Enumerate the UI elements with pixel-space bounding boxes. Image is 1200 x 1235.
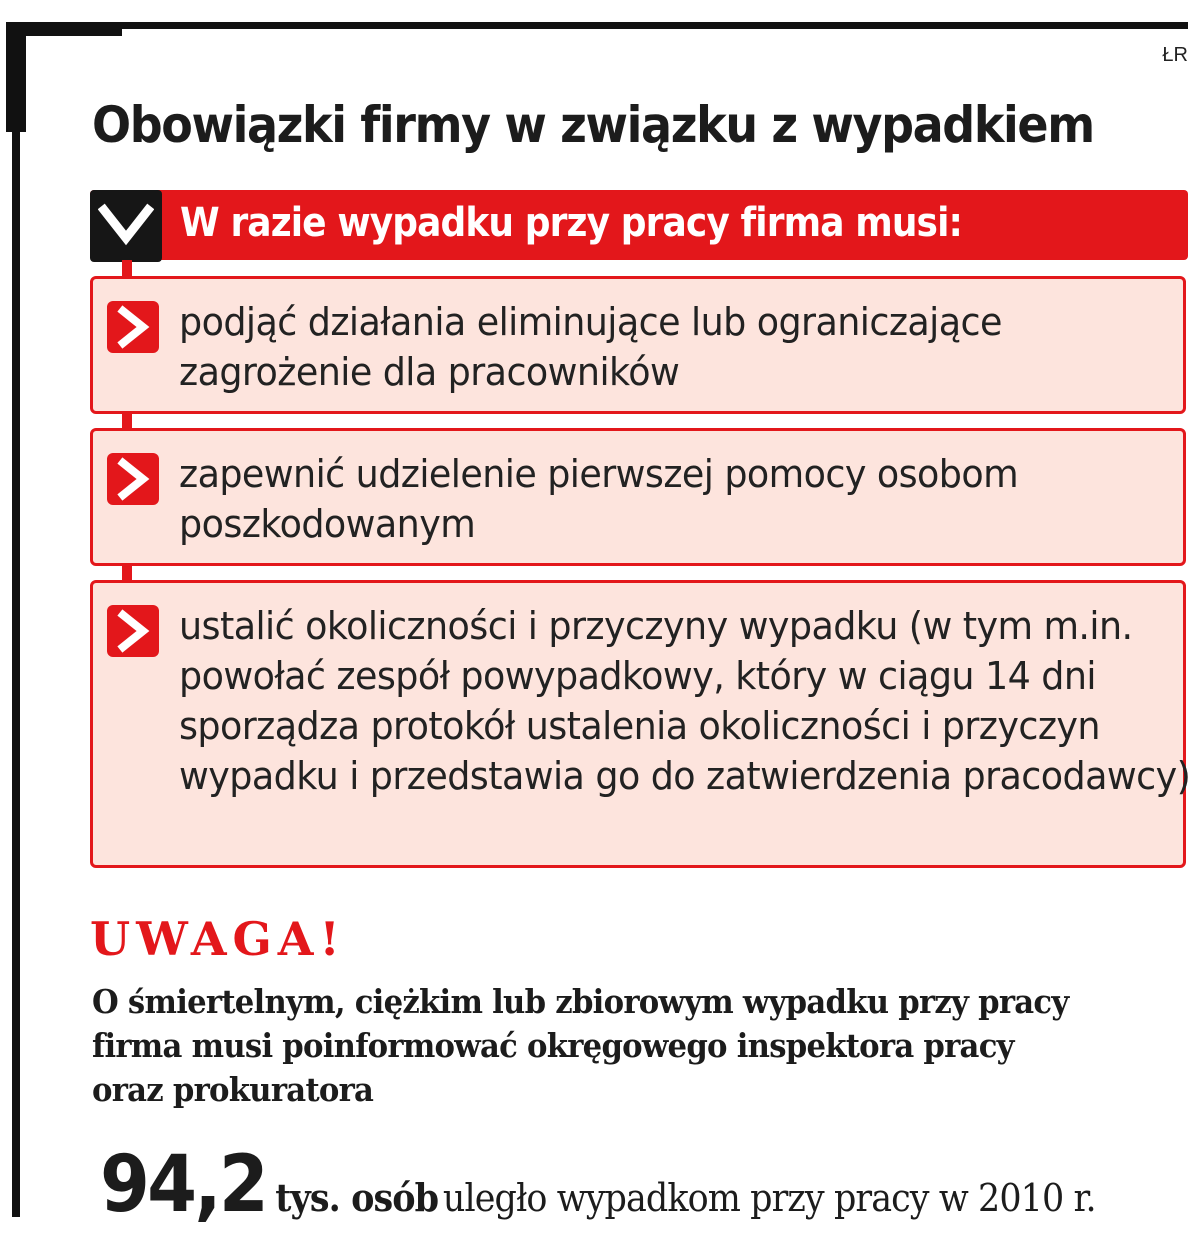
frame-top-rule: [12, 22, 1188, 29]
frame-left-rule: [12, 22, 20, 1217]
statistic: [100, 1140, 1182, 1230]
chevron-right-icon: [107, 301, 159, 353]
chevron-right-icon: [107, 605, 159, 657]
author-credit: ŁR: [1162, 44, 1188, 66]
frame-corner: [6, 22, 26, 132]
warning-label: UWAGA!: [90, 912, 346, 966]
list-item-text: podjąć działania eliminujące lub ograniczające zagrożenie dla pracowników: [179, 300, 1002, 394]
stat-unit: tys. osób: [275, 1175, 439, 1220]
list-item-text: ustalić okoliczności i przyczyny wypadku (w tym m.in. powołać zespół powypadkowy, który w ciągu 14 dni sporządza protokół ustalenia okoliczności i przyczyn wypadku i przedstawia go do zatwierdzenia pracodawcy): [179, 604, 1191, 798]
chevron-down-icon: [98, 202, 154, 250]
list-item: [90, 276, 1186, 414]
list-item: [90, 428, 1186, 566]
list-item: [90, 580, 1191, 868]
warning-text: O śmiertelnym, ciężkim lub zbiorowym wypadku przy pracy firma musi poinformować okręgowego inspektora pracy oraz prokuratora: [92, 982, 1069, 1109]
frame-tab: [6, 22, 122, 36]
chevron-right-icon: [107, 453, 159, 505]
list-item-text: zapewnić udzielenie pierwszej pomocy osobom poszkodowanym: [179, 452, 1019, 546]
section-header-text: W razie wypadku przy pracy firma musi:: [180, 200, 963, 246]
header-icon-box: [90, 190, 162, 262]
page-title: Obowiązki firmy w związku z wypadkiem: [92, 96, 1094, 154]
stat-number: 94,2: [100, 1140, 267, 1230]
stat-description: uległo wypadkom przy pracy w 2010 r.: [442, 1176, 1096, 1220]
